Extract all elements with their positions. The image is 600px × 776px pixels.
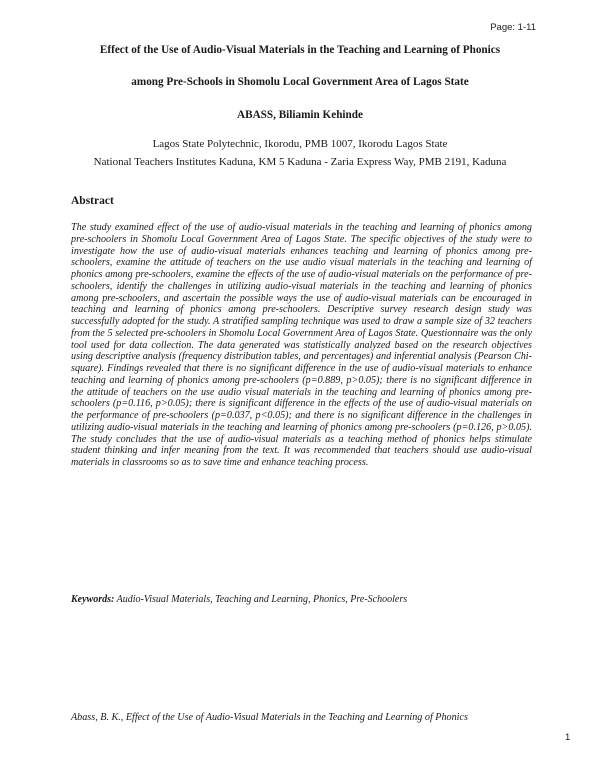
paper-title-line-1: Effect of the Use of Audio-Visual Materials in the Teaching and Learning of Phonics	[99, 44, 501, 56]
paper-title-line-2: among Pre-Schools in Shomolu Local Government Area of Lagos State	[131, 76, 469, 88]
abstract-text: The study examined effect of the use of audio-visual materials in the teaching and learning of phonics among pre-schoolers in Shomolu Local Government Area of Lagos State. The specific objectives of the study were to investigate how the use of audio-visual materials enhances teaching and learning of phonics among pre-schoolers, examine the attitude of teachers on the use audio visual materials in the teaching and learning of phonics among pre-schoolers, examine the effects of the use of audio-visual materials on the performance of pre-schoolers, identify the challenges in utilizing audio-visual materials in the teaching and learning of phonics among pre-schoolers, and ascertain the possible ways the use of audio-visual materials can be encouraged in teaching and learning of phonics among pre-schoolers. Descriptive survey research design study was successfully adopted for the study. A stratified sampling technique was used to draw a sample size of 32 teachers from the 5 selected pre-schoolers in Shomolu Local Government Area of Lagos State. Questionnaire was the only tool used for data collection. The data generated was statistically analyzed based on the research objectives using descriptive analysis (frequency distribution tables, and percentages) and inferential analysis (Pearson Chi-square). Findings revealed that there is no significant difference in the use of audio-visual materials to enhance teaching and learning of phonics among pre-schoolers (p=0.889, p>0.05); there is no significant difference in the attitude of teachers on the use audio visual materials in the teaching and learning of phonics among pre-schoolers (p=0.116, p>0.05); there is significant difference in the effects of the use of audio-visual materials on the performance of pre-schoolers (p=0.037, p<0.05); and there is no significant difference in the challenges in utilizing audio-visual materials in the teaching and learning of phonics among pre-schoolers (p=0.126, p>0.05). The study concludes that the use of audio-visual materials as a teaching method of phonics helps stimulate student thinking and infer meaning from the text. It was recommended that teachers should use audio-visual materials in classrooms so as to save time and enhance teaching process.	[71, 222, 532, 468]
keywords-label: Keywords:	[71, 594, 115, 605]
footer-citation: Abass, B. K., Effect of the Use of Audio-Visual Materials in the Teaching and Learning of Phonics	[71, 712, 468, 723]
affiliation-1: Lagos State Polytechnic, Ikorodu, PMB 1007, Ikorodu Lagos State	[152, 138, 448, 150]
keywords	[71, 594, 541, 605]
footer-page-number: 1	[565, 732, 571, 743]
keywords-text: Audio-Visual Materials, Teaching and Learning, Phonics, Pre-Schoolers	[116, 594, 408, 605]
affiliation-2: National Teachers Institutes Kaduna, KM 5 Kaduna - Zaria Express Way, PMB 2191, Kaduna	[93, 156, 507, 168]
author-name: ABASS, Biliamin Kehinde	[237, 109, 363, 121]
abstract-heading: Abstract	[71, 195, 114, 207]
page-range: Page: 1-11	[490, 22, 536, 33]
